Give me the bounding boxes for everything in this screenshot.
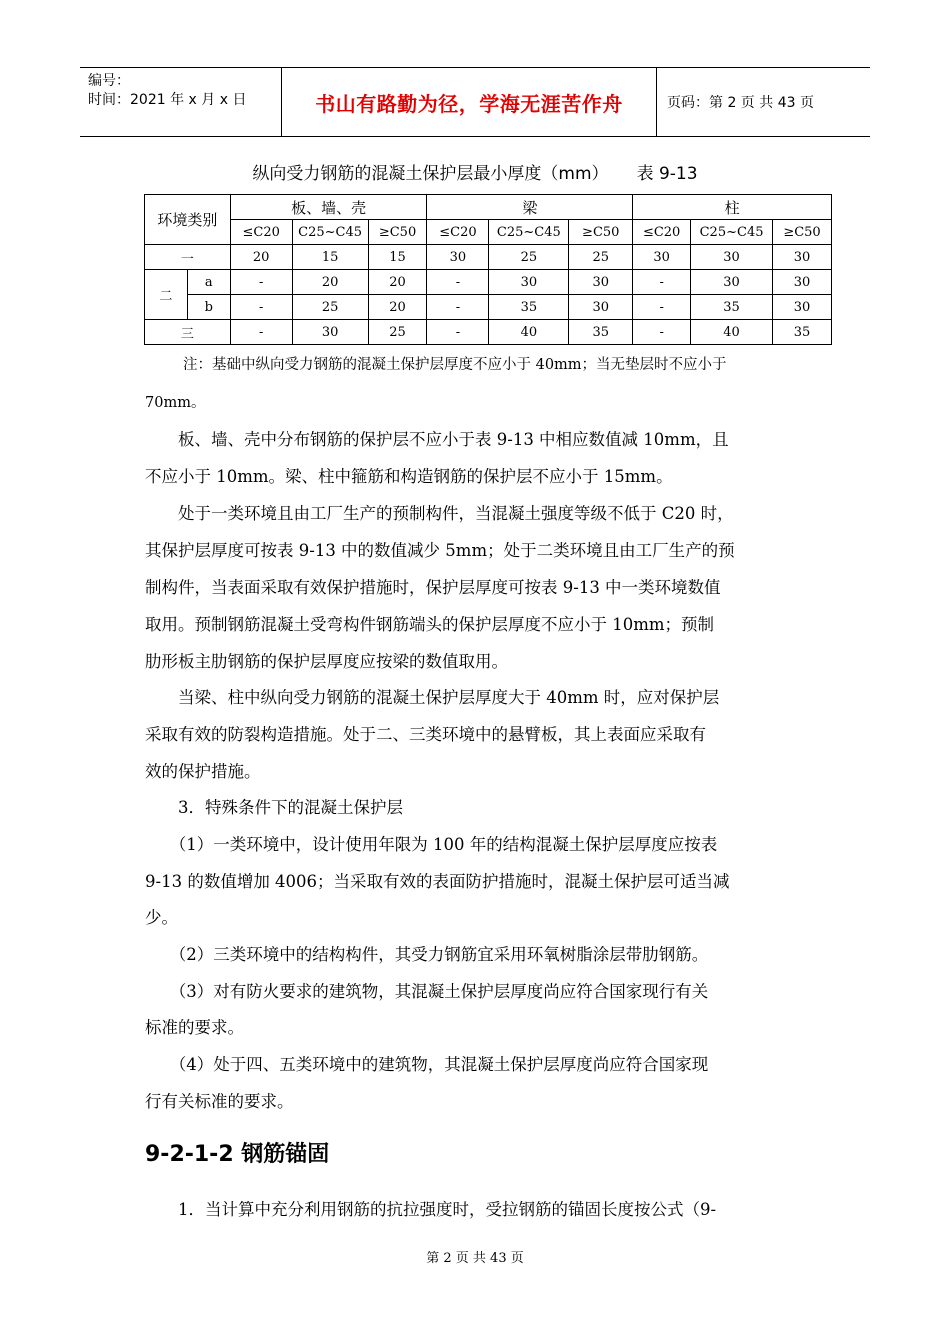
cover-thickness-table [144, 194, 832, 345]
table-cell: - [633, 270, 691, 295]
table-cell: 25 [368, 320, 427, 345]
table-note: 注：基础中纵向受力钢筋的混凝土保护层厚度不应小于 40mm；当无垫层时不应小于 [183, 357, 727, 373]
table-row [145, 295, 832, 320]
table-cell: 35 [773, 320, 832, 345]
body-line: 少。 [145, 908, 178, 927]
table-cell: 25 [569, 245, 633, 270]
table-cell: 35 [489, 295, 569, 320]
table-row [145, 245, 832, 270]
body-line: 其保护层厚度可按表 9-13 中的数值减少 5mm；处于二类环境且由工厂生产的预 [145, 541, 735, 560]
group-header: 梁 [427, 195, 633, 220]
table-cell: 30 [773, 270, 832, 295]
body-line: 当梁、柱中纵向受力钢筋的混凝土保护层厚度大于 40mm 时，应对保护层 [145, 688, 720, 707]
table-cell: 35 [691, 295, 773, 320]
body-line: 取用。预制钢筋混凝土受弯构件钢筋端头的保护层厚度不应小于 10mm；预制 [145, 615, 715, 634]
body-line: 效的保护措施。 [145, 762, 261, 781]
section-title: 9-2-1-2 钢筋锚固 [145, 1142, 330, 1167]
table-cell: 25 [489, 245, 569, 270]
body-line: 不应小于 10mm。梁、柱中箍筋和构造钢筋的保护层不应小于 15mm。 [145, 467, 673, 486]
table-cell: - [633, 320, 691, 345]
body-line: （3）对有防火要求的建筑物，其混凝土保护层厚度尚应符合国家现行有关 [145, 982, 709, 1001]
table-cell: 30 [773, 245, 832, 270]
group-header: 柱 [633, 195, 832, 220]
body-line: 肋形板主肋钢筋的保护层厚度应按梁的数值取用。 [145, 652, 508, 671]
table-cell: - [427, 320, 489, 345]
table-header-row [145, 195, 832, 220]
table-cell: 25 [292, 295, 368, 320]
table-cell: - [230, 320, 292, 345]
body-line: 制构件，当表面采取有效保护措施时，保护层厚度可按表 9-13 中一类环境数值 [145, 578, 721, 597]
table-cell: - [427, 295, 489, 320]
header-meta [80, 68, 282, 136]
body-line: 板、墙、壳中分布钢筋的保护层不应小于表 9-13 中相应数值减 10mm，且 [145, 430, 729, 449]
body-line: 1．当计算中充分利用钢筋的抗拉强度时，受拉钢筋的锚固长度按公式（9- [145, 1200, 717, 1219]
table-note-continued: 70mm。 [145, 395, 206, 411]
table-title-text: 纵向受力钢筋的混凝土保护层最小厚度（mm） [252, 164, 609, 184]
table-cell: 15 [292, 245, 368, 270]
table-cell: - [230, 295, 292, 320]
table-cell: 40 [691, 320, 773, 345]
row-category: 三 [145, 320, 231, 345]
body-line: 处于一类环境且由工厂生产的预制构件，当混凝土强度等级不低于 C20 时， [145, 504, 734, 523]
grade-header: C25~C45 [691, 220, 773, 245]
grade-header: ≤C20 [427, 220, 489, 245]
row-subcategory: a [187, 270, 230, 295]
env-category-header: 环境类别 [145, 195, 231, 245]
table-cell: - [230, 270, 292, 295]
body-line: （4）处于四、五类环境中的建筑物，其混凝土保护层厚度尚应符合国家现 [145, 1055, 709, 1074]
body-line: 9-13 的数值增加 4006；当采取有效的表面防护措施时，混凝土保护层可适当减 [145, 872, 730, 891]
table-cell: 15 [368, 245, 427, 270]
table-cell: 40 [489, 320, 569, 345]
grade-header: ≥C50 [569, 220, 633, 245]
table-cell: 20 [368, 295, 427, 320]
table-cell: 30 [773, 295, 832, 320]
table-cell: - [633, 295, 691, 320]
table-cell: 20 [368, 270, 427, 295]
grade-header: ≥C50 [368, 220, 427, 245]
grade-header: ≥C50 [773, 220, 832, 245]
table-cell: 30 [691, 245, 773, 270]
doc-date: 时间：2021 年 x 月 x 日 [88, 92, 247, 108]
table-cell: 30 [292, 320, 368, 345]
row-category: 一 [145, 245, 231, 270]
grade-header: ≤C20 [633, 220, 691, 245]
table-cell: 30 [691, 270, 773, 295]
body-line: 采取有效的防裂构造措施。处于二、三类环境中的悬臂板，其上表面应采取有 [145, 725, 706, 744]
row-category: 二 [145, 270, 188, 320]
subsection-heading: 3．特殊条件下的混凝土保护层 [145, 798, 403, 817]
header-page-info: 页码：第 2 页 共 43 页 [667, 95, 814, 111]
body-line: 行有关标准的要求。 [145, 1092, 294, 1111]
table-row [145, 270, 832, 295]
grade-header: C25~C45 [292, 220, 368, 245]
body-line: （2）三类环境中的结构构件，其受力钢筋宜采用环氧树脂涂层带肋钢筋。 [145, 945, 709, 964]
grade-header: ≤C20 [230, 220, 292, 245]
page-header [80, 67, 870, 137]
table-number: 表 9-13 [636, 164, 698, 184]
table-cell: 30 [427, 245, 489, 270]
page-footer: 第 2 页 共 43 页 [426, 1251, 524, 1266]
table-cell: 30 [569, 270, 633, 295]
table-cell: 20 [230, 245, 292, 270]
header-motto: 书山有路勤为径，学海无涯苦作舟 [282, 68, 657, 136]
doc-number: 编号： [88, 73, 130, 89]
table-cell: 30 [569, 295, 633, 320]
table-row [145, 320, 832, 345]
table-cell: 35 [569, 320, 633, 345]
table-cell: 20 [292, 270, 368, 295]
table-title [0, 159, 950, 184]
group-header: 板、墙、壳 [230, 195, 427, 220]
body-line: （1）一类环境中，设计使用年限为 100 年的结构混凝土保护层厚度应按表 [145, 835, 718, 854]
table-cell: 30 [489, 270, 569, 295]
grade-header: C25~C45 [489, 220, 569, 245]
row-subcategory: b [187, 295, 230, 320]
table-cell: - [427, 270, 489, 295]
body-line: 标准的要求。 [145, 1018, 244, 1037]
table-cell: 30 [633, 245, 691, 270]
table-grade-row [145, 220, 832, 245]
